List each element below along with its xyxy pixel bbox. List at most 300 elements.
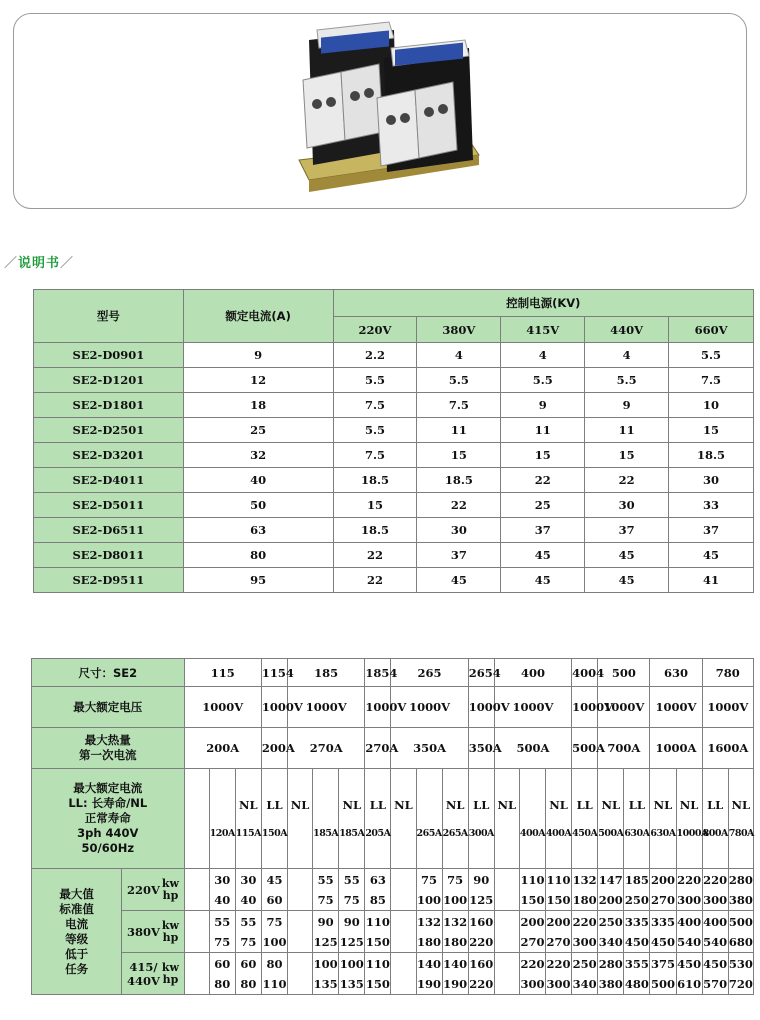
rated-current-cell	[261, 769, 287, 869]
hp-value: 380	[728, 892, 753, 907]
unit-hp: hp	[162, 888, 179, 902]
header-voltage: 380V	[417, 317, 501, 343]
spec-value-cell: 1000V	[702, 687, 753, 728]
hp-value: 80	[240, 976, 257, 991]
power-value-cell	[702, 953, 728, 995]
rated-label-line: 最大额定电流	[73, 781, 143, 795]
life-code: NL	[601, 797, 621, 812]
voltage-line: 440V	[126, 973, 160, 988]
power-value-cell: 5.5	[333, 418, 417, 443]
voltage-unit-wrap	[122, 960, 183, 988]
kw-value: 280	[728, 872, 753, 887]
spec-value-cell: 1154	[261, 659, 287, 687]
rated-current	[185, 827, 209, 841]
spec-value-cell: 1000V	[650, 687, 702, 728]
spec-value-cell: 1854	[365, 659, 391, 687]
cell-spacer	[624, 813, 649, 827]
power-value-cell: 22	[333, 543, 417, 568]
power-value-cell: 30	[585, 493, 669, 518]
cell-spacer	[546, 813, 571, 827]
power-value-cell	[235, 869, 261, 911]
power-value-cell: 15	[669, 418, 754, 443]
rated-current-cell	[235, 769, 261, 869]
kw-value: 400	[703, 914, 728, 929]
model-cell: SE2-D3201	[34, 443, 184, 468]
model-cell: SE2-D5011	[34, 493, 184, 518]
spec-value-cell: 1000V	[494, 687, 571, 728]
rated-current: 115A	[235, 827, 261, 839]
cell-spacer	[677, 813, 702, 827]
power-value-cell	[209, 869, 235, 911]
cell-spacer	[391, 813, 415, 827]
kw-value: 220	[520, 956, 545, 971]
hp-value: 500	[650, 976, 675, 991]
rated-current-cell	[702, 769, 728, 869]
life-code: LL	[576, 797, 593, 812]
kw-value: 500	[728, 914, 753, 929]
spec-value-cell: 700A	[598, 728, 650, 769]
power-value-cell: 33	[669, 493, 754, 518]
voltage-unit-cell	[122, 911, 184, 953]
power-value-cell	[728, 953, 753, 995]
power-value-cell: 15	[501, 443, 585, 468]
hp-value: 150	[520, 892, 545, 907]
kw-value: 55	[240, 914, 257, 929]
rated-current: 1000A	[676, 827, 708, 839]
life-code: NL	[290, 797, 310, 812]
spec-value-cell: 500A	[572, 728, 598, 769]
power-value-cell	[209, 911, 235, 953]
kw-value: 55	[317, 872, 334, 887]
power-value-cell	[624, 869, 650, 911]
empty-cell	[184, 869, 209, 911]
power-value-cell	[676, 953, 702, 995]
power-value-cell	[494, 869, 519, 911]
hp-value: 110	[262, 976, 287, 991]
rated-current-cell	[209, 769, 235, 869]
hp-value: 100	[262, 934, 287, 949]
power-value-cell	[235, 953, 261, 995]
table-row	[34, 468, 754, 493]
rated-current: 400A	[546, 827, 572, 839]
hp-value: 250	[624, 892, 649, 907]
hp-value: 150	[365, 934, 390, 949]
model-cell: SE2-D1801	[34, 393, 184, 418]
power-value-cell: 9	[501, 393, 585, 418]
power-value-cell: 15	[585, 443, 669, 468]
power-value-cell: 15	[417, 443, 501, 468]
kw-value: 140	[443, 956, 468, 971]
hp-value: 75	[240, 934, 257, 949]
spec-value-cell: 500A	[494, 728, 571, 769]
rated-current-cell	[339, 769, 365, 869]
rated-current: 150A	[261, 827, 288, 839]
kw-value: 45	[266, 872, 283, 887]
kw-value: 90	[473, 872, 490, 887]
unit-label	[162, 920, 179, 944]
power-value-cell	[288, 953, 313, 995]
kw-value: 90	[317, 914, 334, 929]
empty-cell	[184, 911, 209, 953]
cell-spacer	[729, 813, 753, 827]
cell-spacer	[262, 813, 287, 827]
model-cell: SE2-D8011	[34, 543, 184, 568]
voltage-label	[127, 925, 160, 939]
kw-value: 355	[624, 956, 649, 971]
power-value-cell: 18.5	[669, 443, 754, 468]
voltage-unit-cell	[122, 953, 184, 995]
life-code	[185, 797, 209, 813]
power-value-cell	[519, 869, 545, 911]
power-label-line: 最大值	[59, 886, 94, 901]
hp-value: 40	[240, 892, 257, 907]
hp-value: 450	[624, 934, 649, 949]
cell-spacer	[339, 813, 364, 827]
power-value-cell	[288, 911, 313, 953]
power-value-cell	[468, 869, 494, 911]
power-value-cell	[598, 869, 624, 911]
rated-current: 450A	[572, 827, 598, 839]
cell-spacer	[572, 813, 597, 827]
rated-current-cell: 9	[183, 343, 333, 368]
power-value-cell: 4	[417, 343, 501, 368]
hp-value: 180	[417, 934, 442, 949]
cell-spacer	[288, 813, 312, 827]
spec-value-cell: 4004	[572, 659, 598, 687]
power-value-cell	[261, 869, 287, 911]
kw-value: 60	[214, 956, 231, 971]
spec-value-cell: 270A	[365, 728, 391, 769]
hp-value: 180	[443, 934, 468, 949]
power-value-cell	[339, 953, 365, 995]
power-value-cell: 7.5	[669, 368, 754, 393]
power-value-cell: 22	[585, 468, 669, 493]
power-value-cell	[598, 953, 624, 995]
kw-value: 200	[650, 872, 675, 887]
header-voltage: 220V	[333, 317, 417, 343]
hp-value: 125	[339, 934, 364, 949]
power-value-cell: 7.5	[333, 443, 417, 468]
kw-value: 220	[572, 914, 597, 929]
table-row	[32, 911, 754, 953]
hp-value: 610	[677, 976, 702, 991]
hp-value: 190	[443, 976, 468, 991]
hp-value: 720	[728, 976, 753, 991]
hp-value: 150	[546, 892, 571, 907]
table-row	[34, 368, 754, 393]
power-value-cell: 5.5	[333, 368, 417, 393]
kw-value: 90	[343, 914, 360, 929]
kw-value: 400	[677, 914, 702, 929]
power-value-cell: 45	[585, 568, 669, 593]
hp-value: 125	[469, 892, 494, 907]
life-code: NL	[497, 797, 517, 812]
rated-current-cell	[728, 769, 753, 869]
kw-value: 55	[214, 914, 231, 929]
cell-spacer	[520, 813, 545, 827]
rated-current-label	[32, 769, 185, 869]
hp-value: 85	[369, 892, 386, 907]
power-value-cell	[702, 869, 728, 911]
power-value-cell	[391, 911, 416, 953]
power-value-cell: 18.5	[333, 518, 417, 543]
power-value-cell	[624, 953, 650, 995]
spec-value-cell: 270A	[288, 728, 365, 769]
rated-current-cell: 63	[183, 518, 333, 543]
life-code: LL	[628, 797, 645, 812]
hp-value: 180	[572, 892, 597, 907]
rated-current: 120A	[209, 827, 235, 839]
kw-value: 55	[343, 872, 360, 887]
power-value-cell	[494, 953, 519, 995]
table-row	[32, 769, 754, 869]
hp-value: 100	[417, 892, 442, 907]
spec-value-cell: 1000V	[572, 687, 598, 728]
kw-value: 160	[469, 914, 494, 929]
rated-current: 205A	[365, 827, 391, 839]
kw-value: 335	[650, 914, 675, 929]
hp-value: 300	[703, 892, 728, 907]
rated-current-cell	[288, 769, 313, 869]
power-value-cell	[702, 911, 728, 953]
spec-value-cell: 1000V	[288, 687, 365, 728]
hp-value: 135	[339, 976, 364, 991]
kw-value: 110	[365, 914, 390, 929]
kw-value: 200	[546, 914, 571, 929]
power-value-cell: 11	[501, 418, 585, 443]
hp-value: 150	[365, 976, 390, 991]
spec-value-cell: 185	[288, 659, 365, 687]
power-value-cell	[676, 869, 702, 911]
power-value-cell	[546, 911, 572, 953]
voltage-unit-cell	[122, 869, 184, 911]
rated-current: 400A	[519, 827, 546, 839]
header-voltage: 415V	[501, 317, 585, 343]
power-value-cell: 22	[417, 493, 501, 518]
power-value-cell	[365, 869, 391, 911]
power-value-cell: 37	[585, 518, 669, 543]
power-value-cell	[572, 869, 598, 911]
power-value-cell: 45	[669, 543, 754, 568]
power-value-cell: 5.5	[669, 343, 754, 368]
kw-value: 375	[650, 956, 675, 971]
spec-value-cell: 350A	[391, 728, 468, 769]
power-value-cell: 45	[501, 568, 585, 593]
unit-kw: kw	[161, 876, 179, 890]
power-value-cell: 4	[585, 343, 669, 368]
rated-current-cell: 40	[183, 468, 333, 493]
cell-spacer	[495, 813, 519, 827]
hp-value: 75	[343, 892, 360, 907]
power-value-cell	[261, 953, 287, 995]
rated-current-cell	[313, 769, 339, 869]
rated-current-cell: 25	[183, 418, 333, 443]
spec-value-cell: 350A	[468, 728, 494, 769]
spec-value-cell: 1000V	[261, 687, 287, 728]
rated-current-cell: 50	[183, 493, 333, 518]
spec-value-cell: 1600A	[702, 728, 753, 769]
spec-value-cell: 630	[650, 659, 702, 687]
power-value-cell: 45	[417, 568, 501, 593]
power-value-cell	[235, 911, 261, 953]
header-rated-current: 额定电流(A)	[183, 290, 333, 343]
power-value-cell	[442, 953, 468, 995]
hp-value: 190	[417, 976, 442, 991]
hp-value: 270	[650, 892, 675, 907]
rated-current-cell: 80	[183, 543, 333, 568]
rated-current: 800A	[702, 827, 728, 839]
thermal-current-label	[32, 728, 185, 769]
power-value-cell: 7.5	[333, 393, 417, 418]
kw-value: 530	[728, 956, 753, 971]
hp-value: 300	[677, 892, 702, 907]
rated-current-cell	[442, 769, 468, 869]
power-value-cell	[624, 911, 650, 953]
spec-value-cell: 2654	[468, 659, 494, 687]
power-value-cell	[442, 911, 468, 953]
rated-current-cell	[494, 769, 519, 869]
voltage-line: 380V	[126, 924, 160, 939]
hp-value: 380	[598, 976, 623, 991]
power-value-cell: 22	[333, 568, 417, 593]
power-value-cell	[209, 953, 235, 995]
cell-spacer	[185, 813, 209, 827]
power-label-line: 等级	[65, 931, 89, 946]
power-value-cell: 30	[669, 468, 754, 493]
power-value-cell	[288, 869, 313, 911]
thermal-label-line: 最大热量	[84, 733, 131, 747]
life-code	[313, 797, 338, 813]
rated-current-cell	[650, 769, 676, 869]
power-value-cell	[546, 953, 572, 995]
spec-value-cell: 1000V	[365, 687, 391, 728]
spec-value-cell: 500	[598, 659, 650, 687]
power-value-cell: 5.5	[417, 368, 501, 393]
kw-value: 132	[417, 914, 442, 929]
life-code: NL	[394, 797, 413, 812]
voltage-line: 220V	[126, 882, 160, 897]
rated-current-cell	[416, 769, 442, 869]
table-row	[32, 953, 754, 995]
hp-value: 220	[469, 934, 494, 949]
voltage-line: 415/	[129, 959, 158, 974]
spec-value-cell: 115	[184, 659, 261, 687]
power-value-cell	[365, 911, 391, 953]
life-code: NL	[342, 797, 362, 812]
rated-current	[288, 827, 312, 841]
power-value-cell	[519, 953, 545, 995]
kw-value: 250	[572, 956, 597, 971]
model-control-power-table	[33, 289, 754, 593]
life-code: LL	[266, 797, 283, 812]
power-value-cell	[313, 911, 339, 953]
power-value-cell: 37	[501, 518, 585, 543]
power-value-cell	[416, 869, 442, 911]
header-voltage: 440V	[585, 317, 669, 343]
power-value-cell	[313, 869, 339, 911]
thermal-label-line: 第一次电流	[79, 748, 137, 762]
table-row	[34, 568, 754, 593]
cell-spacer	[210, 813, 235, 827]
header-control-power: 控制电源(KV)	[333, 290, 754, 317]
kw-value: 132	[443, 914, 468, 929]
power-value-cell	[261, 911, 287, 953]
kw-value: 132	[572, 872, 597, 887]
header-model: 型号	[34, 290, 184, 343]
kw-value: 30	[214, 872, 231, 887]
rated-current-cell: 95	[183, 568, 333, 593]
life-code: NL	[653, 797, 673, 812]
kw-value: 75	[421, 872, 438, 887]
table-row	[34, 493, 754, 518]
table-row	[34, 443, 754, 468]
kw-value: 75	[266, 914, 283, 929]
power-value-cell	[598, 911, 624, 953]
rated-current: 630A	[624, 827, 650, 839]
spec-value-cell: 1000V	[598, 687, 650, 728]
spec-value-cell: 1000V	[468, 687, 494, 728]
rated-label-line: 3ph 440V	[77, 826, 139, 840]
power-value-cell: 2.2	[333, 343, 417, 368]
spec-value-cell: 780	[702, 659, 753, 687]
rated-current-cell	[184, 769, 209, 869]
hp-value: 450	[650, 934, 675, 949]
spec-value-cell: 200A	[184, 728, 261, 769]
header-voltage: 660V	[669, 317, 754, 343]
contactor-photo	[279, 20, 489, 200]
spec-value-cell: 1000V	[184, 687, 261, 728]
life-code: NL	[445, 797, 465, 812]
table-row	[32, 687, 754, 728]
kw-value: 110	[520, 872, 545, 887]
hp-value: 270	[520, 934, 545, 949]
kw-value: 220	[703, 872, 728, 887]
spec-value-cell: 1000A	[650, 728, 702, 769]
power-label-line: 标准值	[59, 901, 94, 916]
power-label-line: 电流	[65, 916, 89, 931]
kw-value: 30	[240, 872, 257, 887]
table-row	[32, 869, 754, 911]
power-value-cell	[676, 911, 702, 953]
kw-value: 160	[469, 956, 494, 971]
power-value-cell	[391, 953, 416, 995]
rated-current-cell	[468, 769, 494, 869]
power-value-cell: 45	[585, 543, 669, 568]
rated-current: 265A	[416, 827, 442, 839]
spec-value-cell: 200A	[261, 728, 287, 769]
hp-value: 220	[469, 976, 494, 991]
cell-spacer	[417, 813, 442, 827]
life-code: LL	[473, 797, 490, 812]
power-value-cell: 9	[585, 393, 669, 418]
power-value-cell: 11	[417, 418, 501, 443]
voltage-label	[127, 960, 160, 988]
hp-value: 300	[546, 976, 571, 991]
kw-value: 280	[598, 956, 623, 971]
power-value-cell	[546, 869, 572, 911]
power-value-cell	[365, 953, 391, 995]
life-code: NL	[731, 797, 751, 812]
power-value-cell	[468, 953, 494, 995]
hp-value: 340	[572, 976, 597, 991]
unit-hp: hp	[162, 930, 179, 944]
kw-value: 80	[266, 956, 283, 971]
size-label: 尺寸：SE2	[32, 659, 185, 687]
power-value-cell	[728, 911, 753, 953]
rated-label-line: 正常寿命	[84, 811, 131, 825]
power-value-cell	[313, 953, 339, 995]
hp-value: 570	[703, 976, 728, 991]
